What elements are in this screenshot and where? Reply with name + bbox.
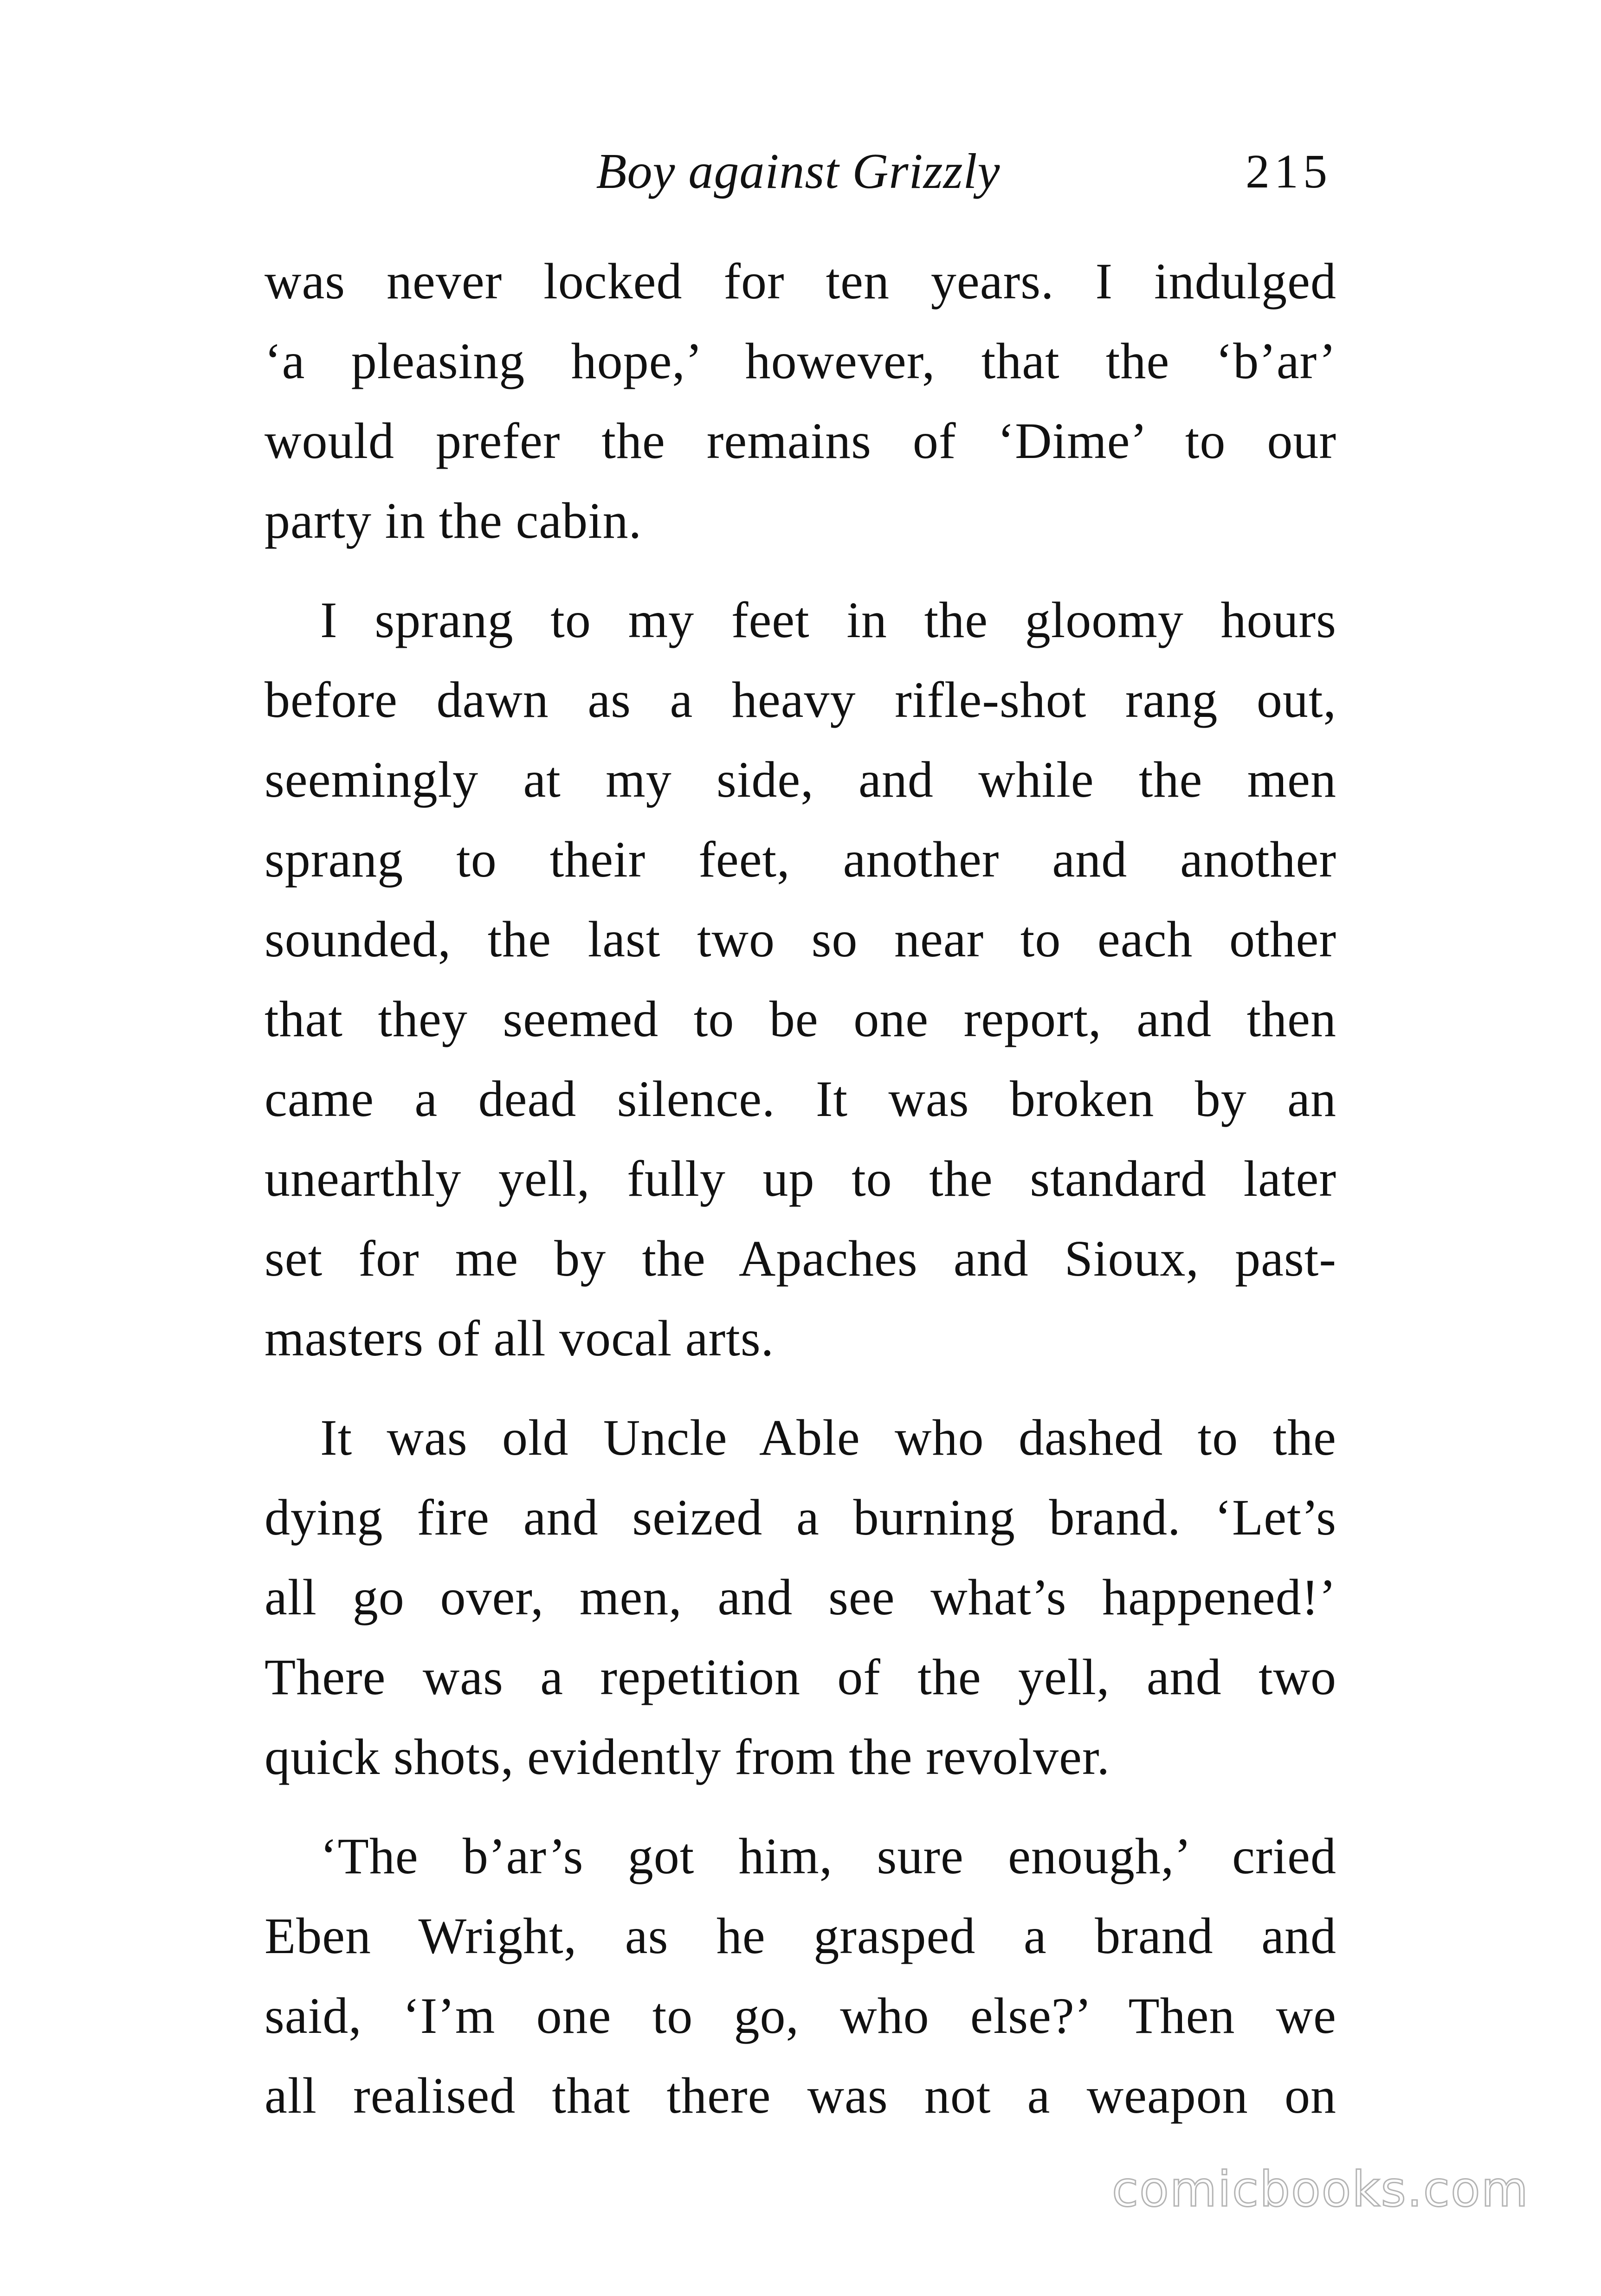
- text-line: sounded, the last two so near to each other: [265, 911, 1336, 967]
- paragraph-2: [265, 580, 1336, 1378]
- text-line: before dawn as a heavy rifle-shot rang out,: [265, 671, 1336, 728]
- text-line: ‘The b’ar’s got him, sure enough,’ cried: [320, 1828, 1336, 1884]
- text-line: would prefer the remains of ‘Dime’ to our: [265, 413, 1336, 469]
- text-line: ‘a pleasing hope,’ however, that the ‘b’ar’: [265, 333, 1336, 389]
- text-line: quick shots, evidently from the revolver.: [265, 1728, 1110, 1785]
- text-line: all realised that there was not a weapon on: [265, 2067, 1336, 2124]
- text-line: dying fire and seized a burning brand. ‘Let’s: [265, 1489, 1336, 1546]
- text-line: set for me by the Apaches and Sioux, past-: [265, 1230, 1336, 1287]
- running-title: Boy against Grizzly: [596, 144, 1001, 199]
- text-line: came a dead silence. It was broken by an: [265, 1071, 1336, 1127]
- text-line: all go over, men, and see what’s happened!’: [265, 1569, 1336, 1625]
- text-line: was never locked for ten years. I indulged: [265, 253, 1336, 310]
- watermark: comicbooks.com: [1111, 2161, 1529, 2218]
- running-head: [265, 139, 1332, 213]
- text-line: unearthly yell, fully up to the standard later: [265, 1150, 1336, 1207]
- paragraph-1: [265, 241, 1336, 561]
- page-number: 215: [1246, 145, 1332, 198]
- text-line: seemingly at my side, and while the men: [265, 751, 1336, 808]
- paragraph-4: [265, 1816, 1336, 2135]
- text-line: masters of all vocal arts.: [265, 1310, 775, 1367]
- text-line: sprang to their feet, another and another: [265, 831, 1336, 888]
- body-text: [265, 241, 1336, 2135]
- text-line: said, ‘I’m one to go, who else?’ Then we: [265, 1987, 1336, 2044]
- text-line: that they seemed to be one report, and then: [265, 991, 1336, 1047]
- text-line: There was a repetition of the yell, and two: [265, 1649, 1336, 1705]
- text-line: party in the cabin.: [265, 492, 642, 549]
- text-line: It was old Uncle Able who dashed to the: [320, 1409, 1336, 1466]
- paragraph-3: [265, 1398, 1336, 1797]
- text-line: Eben Wright, as he grasped a brand and: [265, 1908, 1336, 1964]
- text-line: I sprang to my feet in the gloomy hours: [320, 592, 1336, 648]
